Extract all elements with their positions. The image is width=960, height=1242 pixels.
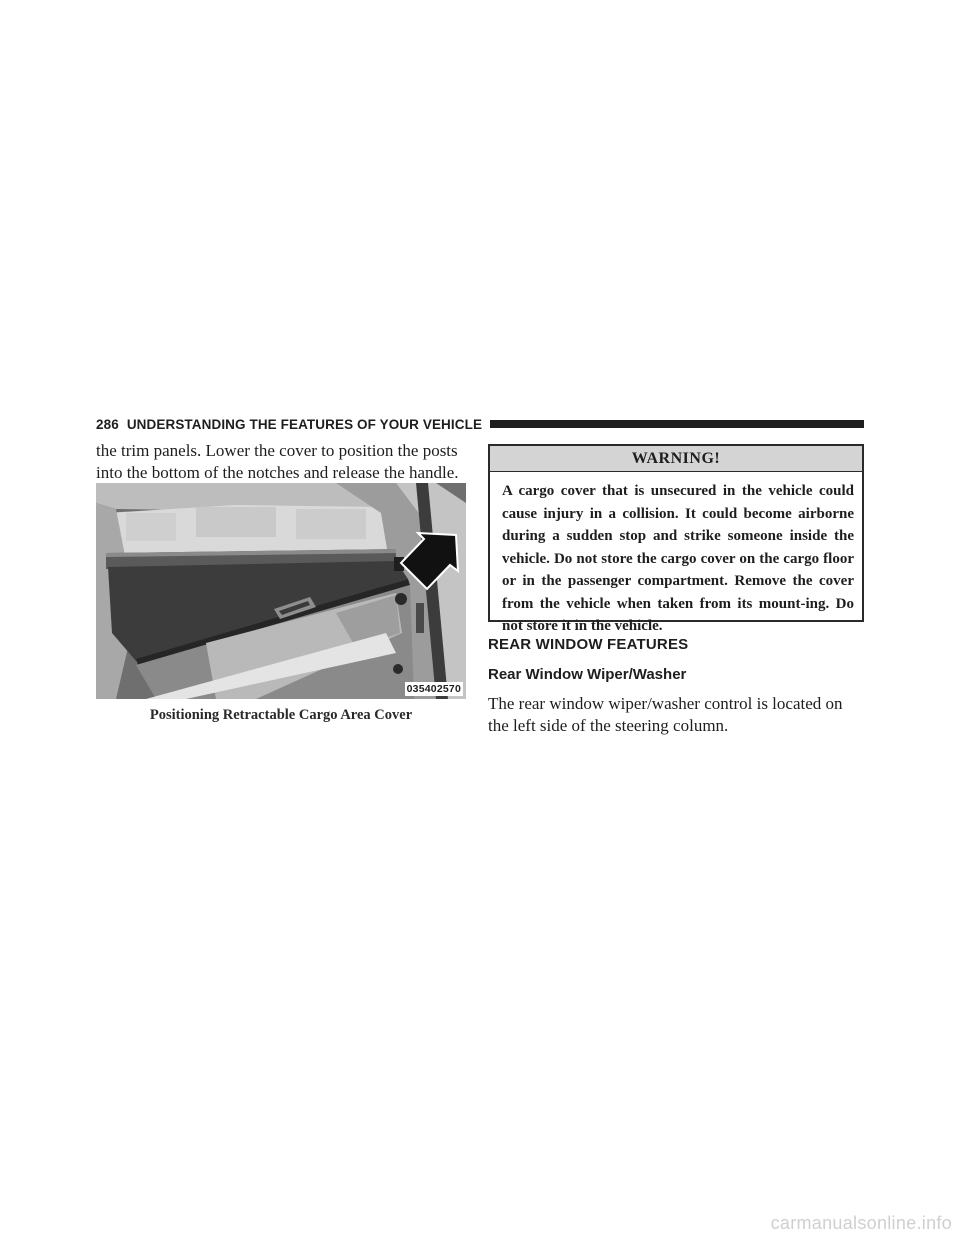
section-subheading: Rear Window Wiper/Washer	[488, 666, 687, 683]
running-header	[96, 415, 864, 433]
section-heading: REAR WINDOW FEATURES	[488, 636, 689, 653]
continued-paragraph: the trim panels. Lower the cover to position the posts into the bottom of the notches and release the handle.	[96, 441, 459, 482]
cargo-cover-figure	[96, 483, 466, 699]
left-column	[96, 440, 462, 484]
figure-caption: Positioning Retractable Cargo Area Cover	[149, 707, 413, 723]
section-title: UNDERSTANDING THE FEATURES OF YOUR VEHICLE	[126, 416, 483, 432]
page-number: 286	[96, 416, 119, 432]
warning-text: A cargo cover that is unsecured in the vehicle could cause injury in a collision. It could become airborne during a sudden stop and strike someone inside the vehicle. Do not store the cargo cover on the cargo floor or in the passenger compartment. Remove the cover from the vehicle when taken from its mount-ing. Do not store it in the vehicle.	[502, 483, 854, 634]
header-rule	[490, 420, 864, 428]
warning-title: WARNING!	[490, 446, 862, 472]
watermark: carmanualsonline.info	[770, 1213, 952, 1233]
warning-box	[488, 444, 864, 634]
section-paragraph: The rear window wiper/washer control is located on the left side of the steering column.	[488, 694, 843, 735]
cargo-area-illustration	[96, 483, 466, 699]
figure-code: 035402570	[406, 683, 461, 695]
